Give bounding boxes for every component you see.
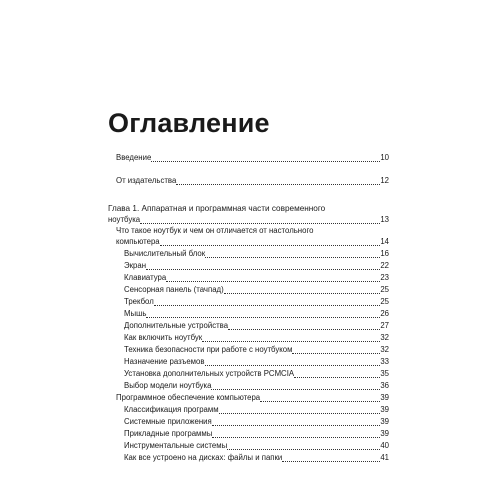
toc-entry-what-is-notebook: Что такое ноутбук и чем он отличается от настольного компьютера 14 bbox=[116, 226, 389, 246]
toc-entry-files-and-folders: Как все устроено на дисках: файлы и папки 41 bbox=[124, 453, 389, 462]
toc-entry-from-publisher: От издательства 12 bbox=[116, 176, 389, 185]
table-of-contents bbox=[108, 152, 389, 464]
toc-entry-trackball: Трекбол 25 bbox=[124, 297, 389, 306]
toc-entry-software: Программное обеспечение компьютера 39 bbox=[116, 393, 389, 402]
toc-entry-tool-systems: Инструментальные системы 40 bbox=[124, 441, 389, 450]
toc-entry-touchpad: Сенсорная панель (тачпад) 25 bbox=[124, 285, 389, 294]
toc-entry-safety: Техника безопасности при работе с ноутбуком 32 bbox=[124, 345, 389, 354]
toc-entry-system-apps: Системные приложения 39 bbox=[124, 417, 389, 426]
toc-entry-pcmcia: Установка дополнительных устройств PCMCIA 35 bbox=[124, 369, 389, 378]
toc-entry-connectors: Назначение разъемов 33 bbox=[124, 357, 389, 366]
toc-entry-chapter-1: Глава 1. Аппаратная и программная части современного ноутбука 13 bbox=[108, 204, 389, 224]
toc-entry-program-classification: Классификация программ 39 bbox=[124, 405, 389, 414]
toc-entry-introduction: Введение 10 bbox=[116, 153, 389, 162]
toc-entry-screen: Экран 22 bbox=[124, 261, 389, 270]
toc-entry-computing-unit: Вычислительный блок 16 bbox=[124, 249, 389, 258]
toc-entry-additional-devices: Дополнительные устройства 27 bbox=[124, 321, 389, 330]
toc-entry-how-to-turn-on: Как включить ноутбук 32 bbox=[124, 333, 389, 342]
toc-entry-keyboard: Клавиатура 23 bbox=[124, 273, 389, 282]
toc-entry-model-choice: Выбор модели ноутбука 36 bbox=[124, 381, 389, 390]
toc-entry-mouse: Мышь 26 bbox=[124, 309, 389, 318]
toc-entry-applied-programs: Прикладные программы 39 bbox=[124, 429, 389, 438]
page-title: Оглавление bbox=[108, 108, 270, 138]
